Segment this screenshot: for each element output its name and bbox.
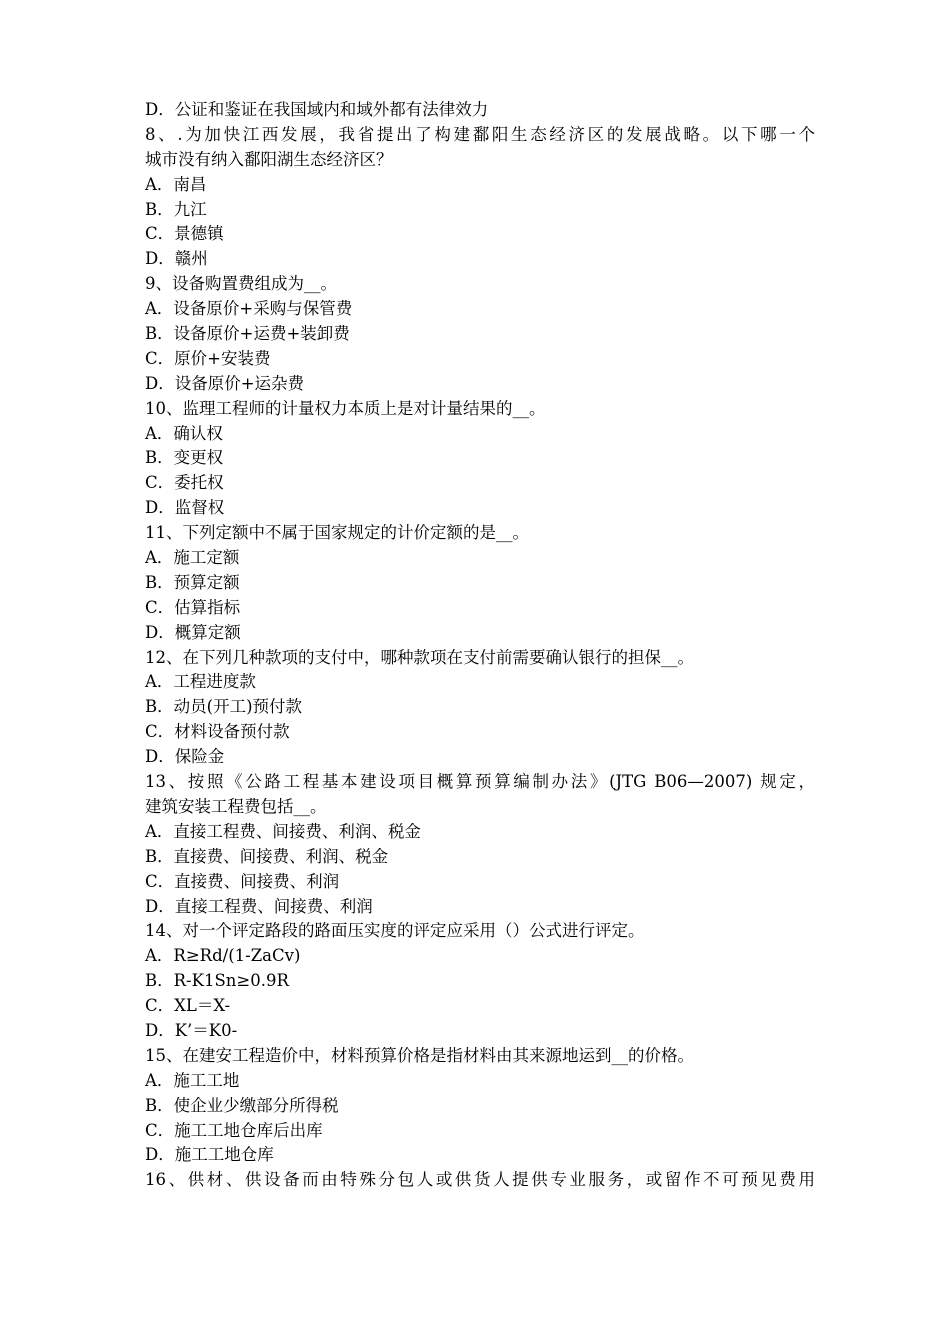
text-line: A．施工工地 [145, 1070, 240, 1090]
text-line: D．设备原价+运杂费 [145, 373, 305, 393]
text-line: 9、设备购置费组成为__。 [145, 274, 337, 294]
text-line: 12、在下列几种款项的支付中，哪种款项在支付前需要确认银行的担保__。 [145, 647, 694, 667]
text-line: B．设备原价+运费+装卸费 [145, 324, 350, 344]
text-line: 11、下列定额中不属于国家规定的计价定额的是__。 [145, 523, 529, 543]
text-line: C．XL＝X- [145, 996, 231, 1016]
text-line: 建筑安装工程费包括__。 [145, 796, 327, 816]
text-line: C．委托权 [145, 473, 224, 493]
text-line: 城市没有纳入鄱阳湖生态经济区？ [145, 149, 393, 169]
text-line: C．原价+安装费 [145, 348, 271, 368]
text-line: C．材料设备预付款 [145, 722, 290, 742]
text-line: B．使企业少缴部分所得税 [145, 1095, 339, 1115]
text-line: 8、.为加快江西发展，我省提出了构建鄱阳生态经济区的发展战略。以下哪一个 [145, 124, 815, 144]
text-line: A．R≥Rd/(1-ZaCv) [145, 946, 301, 966]
text-line: A．工程进度款 [145, 672, 256, 692]
text-line: D．赣州 [145, 249, 208, 269]
text-line: D．直接工程费、间接费、利润 [145, 896, 373, 916]
text-line: B．九江 [145, 199, 207, 219]
text-line: A．南昌 [145, 174, 207, 194]
text-line: D．概算定额 [145, 622, 241, 642]
document-page [145, 98, 815, 1193]
text-line: B．变更权 [145, 448, 224, 468]
text-line: 15、在建安工程造价中，材料预算价格是指材料由其来源地运到__的价格。 [145, 1045, 694, 1065]
text-line: 14、对一个评定路段的路面压实度的评定应采用（）公式进行评定。 [145, 921, 645, 941]
text-line: D．保险金 [145, 747, 225, 767]
text-line: A．确认权 [145, 423, 223, 443]
text-line: 13、按照《公路工程基本建设项目概算预算编制办法》(JTG B06—2007) 规定， [145, 772, 815, 792]
text-line: B．R-K1Sn≥0.9R [145, 971, 289, 991]
text-line: A．直接工程费、间接费、利润、税金 [145, 821, 421, 841]
text-line: B．动员(开工)预付款 [145, 697, 302, 717]
text-line: D．K’＝K0- [145, 1020, 238, 1040]
text-line: C．景德镇 [145, 224, 224, 244]
text-line: C．施工工地仓库后出库 [145, 1120, 323, 1140]
text-line: B．预算定额 [145, 572, 240, 592]
text-line: D．公证和鉴证在我国域内和域外都有法律效力 [145, 100, 489, 119]
text-line: C．估算指标 [145, 597, 241, 617]
text-line: A．施工定额 [145, 548, 240, 568]
text-line: D．施工工地仓库 [145, 1145, 274, 1165]
text-line: D．监督权 [145, 498, 225, 518]
text-line: 16、供材、供设备而由特殊分包人或供货人提供专业服务，或留作不可预见费用 [145, 1170, 815, 1190]
text-line: 10、监理工程师的计量权力本质上是对计量结果的__。 [145, 398, 546, 418]
text-line: B．直接费、间接费、利润、税金 [145, 846, 389, 866]
text-line: A．设备原价+采购与保管费 [145, 299, 353, 319]
text-line: C．直接费、间接费、利润 [145, 871, 340, 891]
